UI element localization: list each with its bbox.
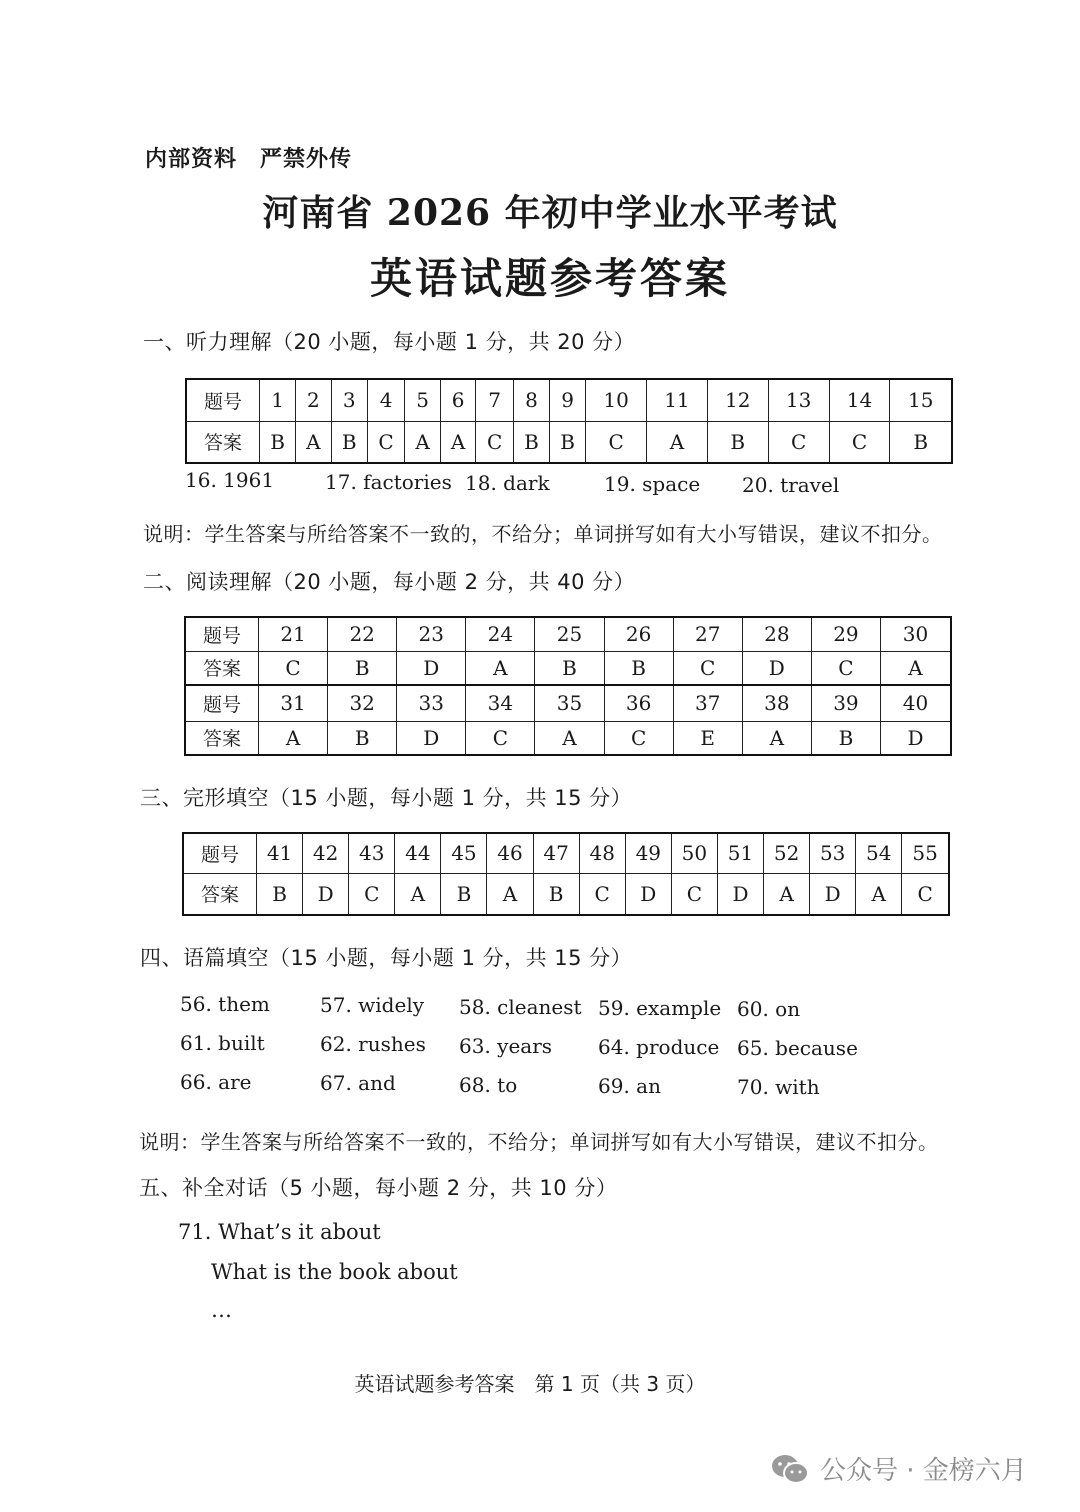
question-number-cell: 11 <box>647 379 708 421</box>
question-number-cell: 41 <box>257 833 303 873</box>
question-number-cell: 26 <box>604 617 673 651</box>
answer-cell: D <box>397 721 466 755</box>
question-number-cell: 40 <box>880 685 951 721</box>
answer-cell: E <box>673 721 742 755</box>
answer-cell: B <box>513 421 549 463</box>
section3-answer-table <box>182 832 950 916</box>
question-number-cell: 43 <box>349 833 395 873</box>
fill-answer: 68. to <box>459 1073 518 1097</box>
table-header-number: 题号 <box>183 833 257 873</box>
page-footer: 英语试题参考答案 第 1 页（共 3 页） <box>354 1372 706 1396</box>
answer-cell: B <box>811 721 880 755</box>
answer-cell: C <box>586 421 647 463</box>
table-header-number: 题号 <box>186 379 260 421</box>
answer-cell: D <box>303 873 349 915</box>
answer-cell: C <box>673 651 742 685</box>
question-number-cell: 7 <box>476 379 514 421</box>
question-number-cell: 42 <box>303 833 349 873</box>
answer-cell: B <box>890 421 952 463</box>
answer-cell: A <box>296 421 332 463</box>
section2-heading: 二、阅读理解（20 小题，每小题 2 分，共 40 分） <box>143 570 636 594</box>
question-number-cell: 27 <box>673 617 742 651</box>
table-header-answer: 答案 <box>183 873 257 915</box>
fill-answer: 60. on <box>737 997 801 1021</box>
fill-answer: 67. and <box>320 1071 396 1095</box>
answer-cell: B <box>535 651 604 685</box>
section3-heading: 三、完形填空（15 小题，每小题 1 分，共 15 分） <box>140 786 633 810</box>
fill-answer: 70. with <box>737 1075 820 1099</box>
answer-cell: C <box>604 721 673 755</box>
answer-cell: A <box>405 421 441 463</box>
question-number-cell: 31 <box>259 685 328 721</box>
answer-cell: A <box>856 873 902 915</box>
answer-cell: A <box>466 651 535 685</box>
question-number-cell: 10 <box>586 379 647 421</box>
question-number-cell: 23 <box>397 617 466 651</box>
table-header-answer: 答案 <box>186 421 260 463</box>
fill-answer: 61. built <box>180 1031 265 1055</box>
answer-cell: C <box>579 873 625 915</box>
fill-answer: 17. factories <box>325 470 452 494</box>
answer-cell: C <box>829 421 890 463</box>
question-number-cell: 39 <box>811 685 880 721</box>
question-number-cell: 8 <box>513 379 549 421</box>
section4-note: 说明：学生答案与所给答案不一致的，不给分；单词拼写如有大小写错误，建议不扣分。 <box>139 1130 939 1154</box>
question-number-cell: 46 <box>487 833 533 873</box>
answer-cell: C <box>768 421 829 463</box>
answer-cell: D <box>625 873 671 915</box>
fill-answer: 56. them <box>180 992 270 1016</box>
answer-cell: C <box>476 421 514 463</box>
answer-cell: A <box>764 873 810 915</box>
question-number-cell: 29 <box>811 617 880 651</box>
answer-cell: C <box>367 421 405 463</box>
answer-cell: C <box>259 651 328 685</box>
question-number-cell: 28 <box>742 617 811 651</box>
answer-cell: A <box>259 721 328 755</box>
question-number-cell: 52 <box>764 833 810 873</box>
fill-answer: 18. dark <box>465 471 550 495</box>
ellipsis: … <box>211 1298 232 1322</box>
answer-cell: B <box>533 873 579 915</box>
question-number-cell: 32 <box>328 685 397 721</box>
question-number-cell: 9 <box>550 379 586 421</box>
answer-cell: B <box>328 721 397 755</box>
fill-answer: 69. an <box>598 1074 661 1098</box>
answer-cell: A <box>535 721 604 755</box>
question-number-cell: 48 <box>579 833 625 873</box>
question-number-cell: 22 <box>328 617 397 651</box>
question-number-cell: 45 <box>441 833 487 873</box>
question-number-cell: 35 <box>535 685 604 721</box>
question-number-cell: 5 <box>405 379 441 421</box>
answer-cell: B <box>260 421 296 463</box>
question-number-cell: 54 <box>856 833 902 873</box>
answer-cell: D <box>810 873 856 915</box>
question-number-cell: 13 <box>768 379 829 421</box>
answer-cell: C <box>466 721 535 755</box>
table-header-answer: 答案 <box>185 721 259 755</box>
question-number-cell: 1 <box>260 379 296 421</box>
answer-cell: A <box>440 421 476 463</box>
answer-cell: A <box>647 421 708 463</box>
section1-note: 说明：学生答案与所给答案不一致的，不给分；单词拼写如有大小写错误，建议不扣分。 <box>143 522 943 546</box>
question-number-cell: 24 <box>466 617 535 651</box>
document-title: 河南省 2026 年初中学业水平考试 <box>262 192 838 234</box>
question-number-cell: 38 <box>742 685 811 721</box>
answer-cell: A <box>487 873 533 915</box>
answer-cell: B <box>707 421 768 463</box>
question-number-cell: 44 <box>395 833 441 873</box>
question-number-cell: 3 <box>331 379 367 421</box>
answer-cell: C <box>902 873 949 915</box>
answer-cell: C <box>811 651 880 685</box>
question-number-cell: 4 <box>367 379 405 421</box>
fill-answer: 16. 1961 <box>185 468 275 492</box>
fill-answer: 58. cleanest <box>459 995 582 1019</box>
answer-cell: B <box>257 873 303 915</box>
question-number-cell: 6 <box>440 379 476 421</box>
dialogue-answer-alt: What is the book about <box>211 1260 458 1284</box>
section5-heading: 五、补全对话（5 小题，每小题 2 分，共 10 分） <box>139 1176 618 1200</box>
confidential-label: 内部资料 严禁外传 <box>145 147 353 172</box>
fill-answer: 59. example <box>598 996 722 1020</box>
answer-cell: C <box>349 873 395 915</box>
watermark <box>770 1450 1027 1487</box>
question-number-cell: 15 <box>890 379 952 421</box>
question-number-cell: 51 <box>717 833 763 873</box>
answer-cell: A <box>395 873 441 915</box>
watermark-text: 公众号 · 金榜六月 <box>820 1456 1027 1486</box>
wechat-icon <box>770 1453 810 1485</box>
answer-cell: B <box>604 651 673 685</box>
answer-cell: A <box>742 721 811 755</box>
section1-answer-table <box>185 378 953 464</box>
question-number-cell: 50 <box>671 833 717 873</box>
question-number-cell: 47 <box>533 833 579 873</box>
dialogue-answer: 71. What’s it about <box>178 1220 381 1244</box>
answer-cell: D <box>880 721 951 755</box>
question-number-cell: 33 <box>397 685 466 721</box>
table-header-number: 题号 <box>185 685 259 721</box>
answer-cell: C <box>671 873 717 915</box>
fill-answer: 20. travel <box>742 473 840 497</box>
question-number-cell: 2 <box>296 379 332 421</box>
answer-cell: B <box>331 421 367 463</box>
fill-answer: 66. are <box>180 1070 252 1094</box>
table-header-number: 题号 <box>185 617 259 651</box>
question-number-cell: 14 <box>829 379 890 421</box>
section4-heading: 四、语篇填空（15 小题，每小题 1 分，共 15 分） <box>140 946 633 970</box>
fill-answer: 65. because <box>737 1036 858 1060</box>
fill-answer: 63. years <box>459 1034 553 1058</box>
question-number-cell: 25 <box>535 617 604 651</box>
section1-heading: 一、听力理解（20 小题，每小题 1 分，共 20 分） <box>143 330 636 354</box>
answer-cell: D <box>397 651 466 685</box>
answer-cell: A <box>880 651 951 685</box>
fill-answer: 19. space <box>604 472 701 496</box>
answer-cell: B <box>328 651 397 685</box>
question-number-cell: 37 <box>673 685 742 721</box>
document-subtitle: 英语试题参考答案 <box>369 254 730 303</box>
fill-answer: 62. rushes <box>320 1032 426 1056</box>
question-number-cell: 49 <box>625 833 671 873</box>
question-number-cell: 53 <box>810 833 856 873</box>
question-number-cell: 34 <box>466 685 535 721</box>
question-number-cell: 55 <box>902 833 949 873</box>
answer-cell: D <box>717 873 763 915</box>
answer-cell: B <box>441 873 487 915</box>
answer-cell: D <box>742 651 811 685</box>
question-number-cell: 30 <box>880 617 951 651</box>
section2-answer-table <box>184 616 952 756</box>
question-number-cell: 12 <box>707 379 768 421</box>
question-number-cell: 36 <box>604 685 673 721</box>
question-number-cell: 21 <box>259 617 328 651</box>
answer-cell: B <box>550 421 586 463</box>
fill-answer: 57. widely <box>320 993 425 1017</box>
table-header-answer: 答案 <box>185 651 259 685</box>
fill-answer: 64. produce <box>598 1035 720 1059</box>
